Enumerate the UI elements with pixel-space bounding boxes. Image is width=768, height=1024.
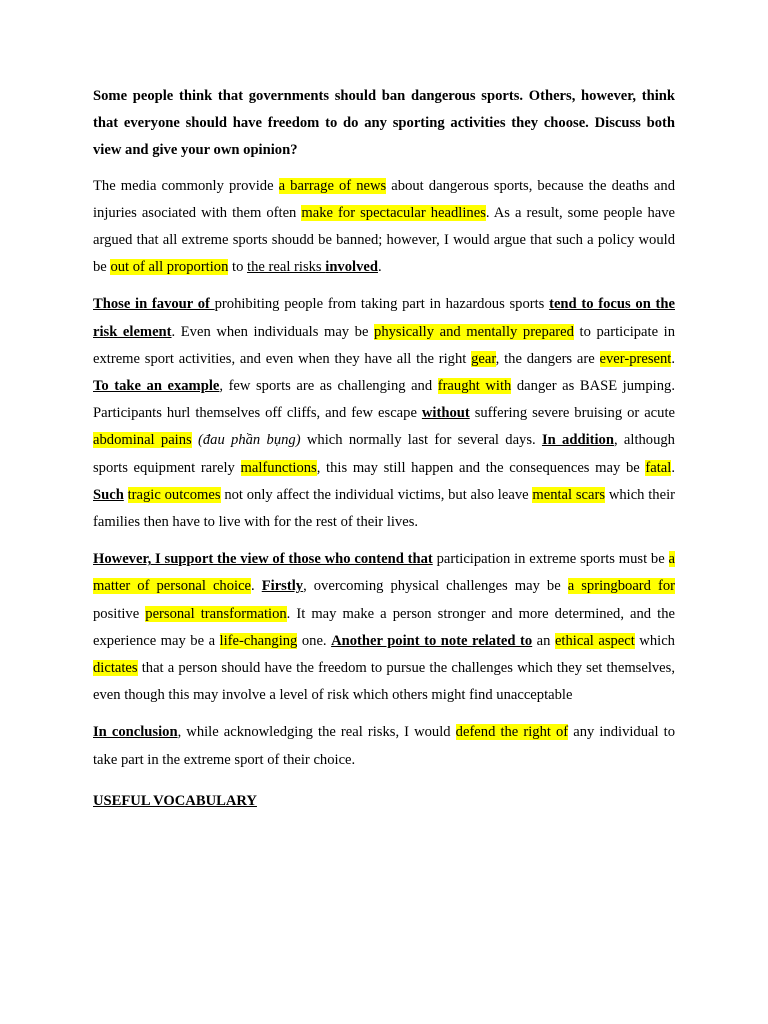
text-run: , the dangers are — [495, 350, 600, 367]
body-paragraph-2 — [93, 546, 675, 709]
conclusion-paragraph — [93, 719, 675, 773]
intro-paragraph — [93, 173, 675, 282]
highlighted-phrase: dictates — [93, 660, 138, 677]
linking-phrase: tend to focus on the risk element — [93, 296, 675, 340]
text-run: one. — [297, 632, 332, 649]
underlined-phrase: the real risks — [247, 259, 326, 276]
highlighted-phrase: a barrage of news — [278, 177, 387, 194]
highlighted-phrase: personal transformation — [145, 605, 287, 622]
highlighted-phrase: gear — [471, 350, 496, 367]
linking-phrase: In conclusion — [93, 724, 178, 741]
translation-note: (đau phần bụng) — [198, 432, 301, 449]
linking-phrase: Such — [93, 486, 124, 503]
text-run: . — [671, 350, 675, 367]
highlighted-phrase: abdominal pains — [93, 432, 192, 449]
text-run: . As a result, some people have argued that all extreme sports shoudd be banned; however, I would argue that such a policy would be — [93, 204, 675, 276]
text-run: prohibiting people from taking part in hazardous sports — [214, 296, 550, 313]
text-run: about dangerous sports, because the deaths and injuries asociated with them often — [93, 177, 676, 221]
highlighted-phrase: fraught with — [437, 378, 512, 395]
highlighted-phrase: tragic outcomes — [127, 486, 221, 503]
text-run: to — [228, 259, 248, 276]
text-run: an — [532, 632, 555, 649]
text-run: not only affect the individual victims, but also leave — [220, 486, 533, 503]
highlighted-phrase: out of all proportion — [110, 259, 229, 276]
text-run: . Even when individuals may be — [171, 323, 375, 340]
linking-phrase: Another point to note related to — [331, 632, 533, 649]
linking-phrase: Those in favour of — [93, 296, 215, 313]
highlighted-phrase: defend the right of — [455, 724, 569, 741]
vocabulary-heading: USEFUL VOCABULARY — [93, 792, 257, 809]
highlighted-phrase: ethical aspect — [554, 632, 635, 649]
text-run: participation in extreme sports must be — [432, 551, 669, 568]
text-run: , this may still happen and the consequences may be — [316, 459, 646, 476]
highlighted-phrase: mental scars — [532, 486, 606, 503]
text-run: which normally last for several days. — [300, 432, 542, 449]
essay-body — [93, 173, 675, 774]
linking-phrase: without — [421, 405, 470, 422]
essay-prompt: Some people think that governments should ban dangerous sports. Others, however, think that everyone should have freedom to do any sporting activities they choose. Discuss both view and give your own opinion? — [93, 88, 675, 159]
highlighted-phrase: physically and mentally prepared — [374, 323, 574, 340]
text-run: any individual to take part in the extreme sport of their choice. — [93, 724, 675, 768]
highlighted-phrase: a matter of personal choice — [93, 551, 675, 595]
text-run: , although sports equipment rarely — [93, 432, 675, 476]
highlighted-phrase: life-changing — [219, 632, 298, 649]
linking-phrase: Firstly — [261, 578, 304, 595]
text-run: . — [671, 459, 675, 476]
linking-phrase: involved — [325, 259, 378, 276]
text-run: , few sports are as challenging and — [219, 378, 438, 395]
text-run: . — [377, 259, 382, 276]
text-run: . It may make a person stronger and more determined, and the experience may be a — [93, 605, 675, 649]
text-run: to participate in extreme sport activities, and even when they have all the right — [93, 323, 675, 367]
text-run: The media commonly provide — [93, 177, 279, 194]
highlighted-phrase: fatal — [645, 459, 672, 476]
text-run: that a person should have the freedom to pursue the challenges which they set themselves, even though this may involve a level of risk which others might find unacceptable — [93, 660, 675, 704]
highlighted-phrase: make for spectacular headlines — [301, 204, 486, 221]
highlighted-phrase: a springboard for — [567, 578, 675, 595]
text-run: suffering severe bruising or acute — [469, 405, 675, 422]
text-run: which — [634, 632, 675, 649]
text-run: positive — [93, 605, 146, 622]
linking-phrase: In addition — [541, 432, 614, 449]
text-run: danger as BASE jumping. Participants hurl themselves off cliffs, and few escape — [93, 378, 675, 422]
highlighted-phrase: malfunctions — [240, 459, 317, 476]
linking-phrase: To take an example — [93, 378, 220, 395]
text-run: . — [251, 578, 262, 595]
text-run: , while acknowledging the real risks, I would — [177, 724, 456, 741]
body-paragraph-1 — [93, 291, 675, 536]
text-run: , overcoming physical challenges may be — [303, 578, 568, 595]
linking-phrase: However, I support the view of those who contend that — [93, 551, 433, 568]
highlighted-phrase: ever-present — [599, 350, 672, 367]
text-run: which their families then have to live with for the rest of their lives. — [93, 486, 675, 531]
